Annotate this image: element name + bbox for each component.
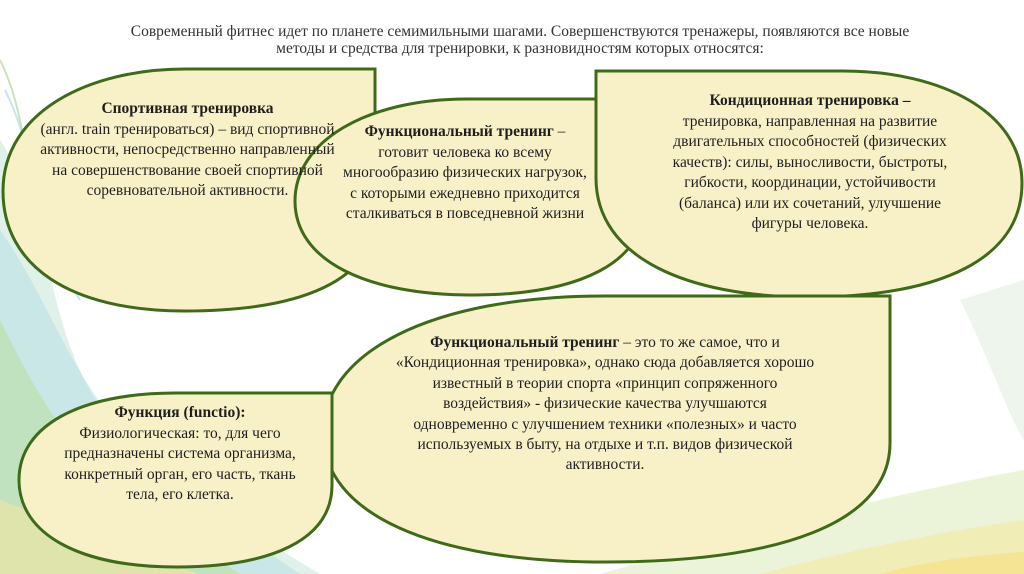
conditioning-training-title: Кондиционная тренировка – — [709, 92, 911, 109]
functional-training-2-body: – это то же самое, что и «Кондиционная тренировка», однако сюда добавляется хорошо известный в теории спорта «принцип сопряженного воздействия» - физические качества улучшаются одновременно с улучшением техники «полезных» и часто используемых в быту, на отдыхе и т.п. видов физической активности. — [395, 334, 815, 474]
functional-training-2-text — [395, 333, 815, 476]
functional-training-title: Функциональный тренинг — [364, 123, 554, 140]
conditioning-training-text — [655, 91, 965, 235]
sport-training-text — [40, 99, 335, 202]
conditioning-training-body: тренировка, направленная на развитие двигательных способностей (физических качеств): силы, выносливости, быстроты, гибкости, координации, устойчивости (баланса) или их сочетаний, улучшение фигуры человека. — [672, 112, 948, 232]
function-title: Функция (functio): — [114, 404, 246, 421]
intro-text: Современный фитнес идет по планете семимильными шагами. Совершенствуются тренажеры, появляются все новые методы и средства для тренировки, к разновидностям которых относятся: — [130, 23, 910, 57]
function-text — [60, 403, 300, 506]
functional-training-body: – готовит человека ко всему многообразию физических нагрузок, с которыми ежедневно приходится сталкиваться в повседневной жизни — [343, 123, 587, 222]
sport-training-body: (англ. train тренироваться) – вид спортивной активности, непосредственно направленный на совершенствование своей спортивной соревновательной активности. — [40, 120, 335, 199]
sport-training-title: Спортивная тренировка — [101, 100, 274, 117]
function-body: Физиологическая: то, для чего предназначены система организма, конкретный орган, его часть, ткань тела, его клетка. — [64, 424, 296, 503]
functional-training-text — [340, 122, 590, 225]
functional-training-2-title: Функциональный тренинг — [430, 334, 620, 351]
